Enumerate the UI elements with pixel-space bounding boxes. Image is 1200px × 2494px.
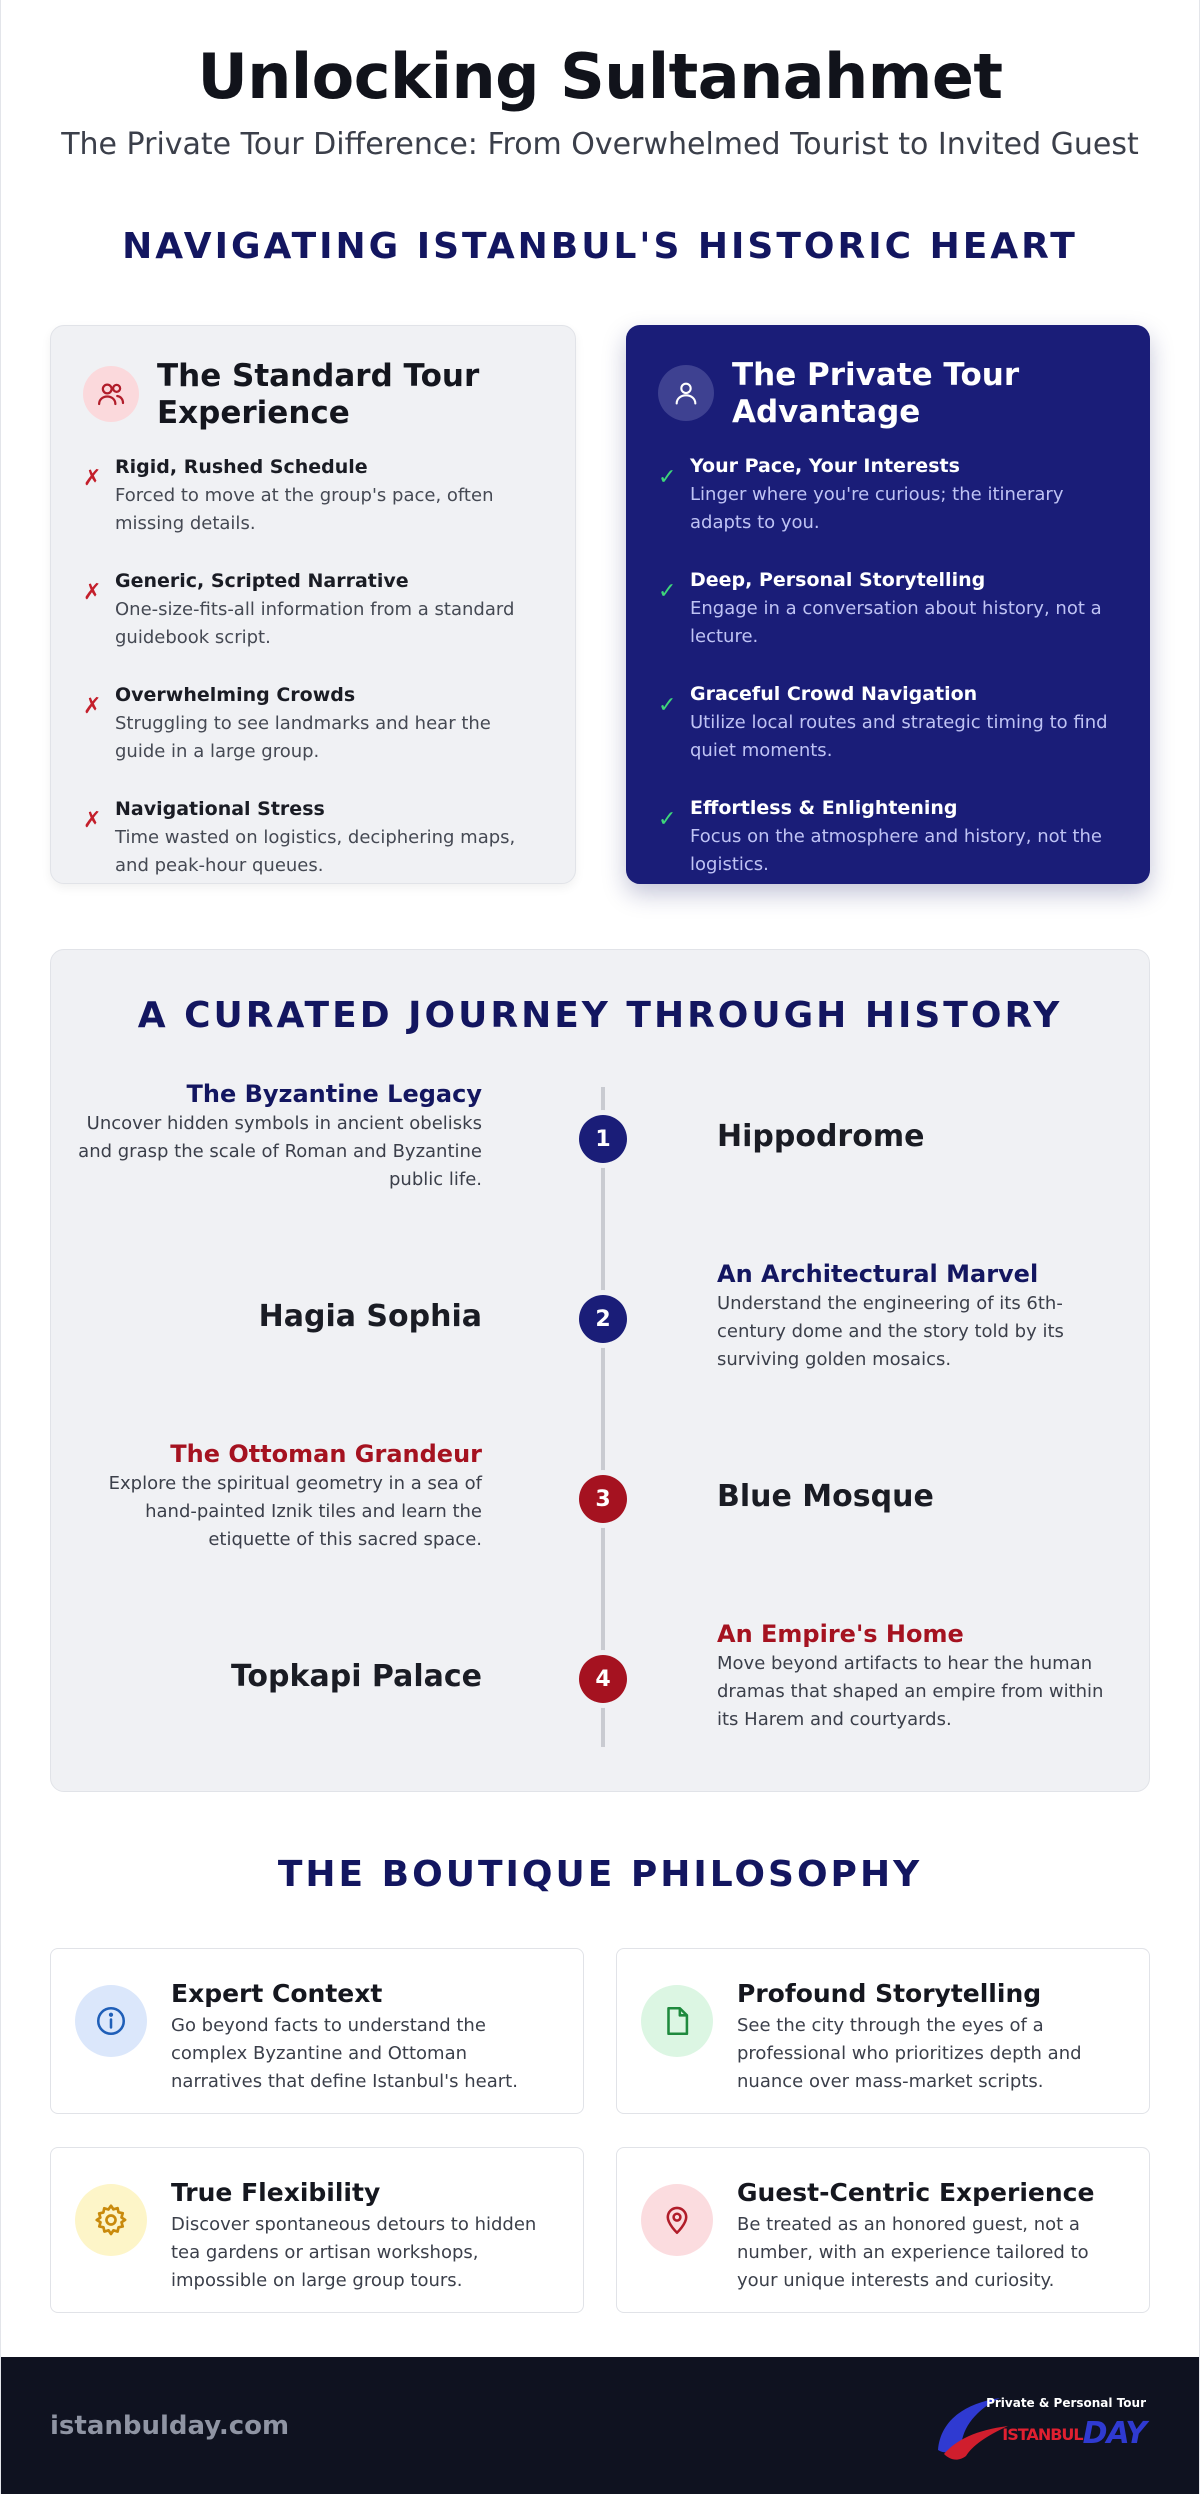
private-item-text [690, 455, 1118, 537]
brand-logo [930, 2386, 1150, 2466]
philosophy-card-title: True Flexibility [171, 2178, 381, 2207]
standard-item-title: Generic, Scripted Narrative [115, 570, 409, 593]
stop-number-badge: 1 [579, 1115, 627, 1163]
private-tour-card [626, 325, 1150, 884]
philosophy-grid [1, 1948, 1199, 2313]
standard-item-title: Navigational Stress [115, 797, 325, 820]
private-item-title: Effortless & Enlightening [690, 796, 958, 819]
private-item-desc: Utilize local routes and strategic timing to find quiet moments. [690, 711, 1108, 761]
standard-item-title: Overwhelming Crowds [115, 683, 356, 706]
philosophy-card-desc: Go beyond facts to understand the complex Byzantine and Ottoman narratives that define Istanbul's heart. [171, 2015, 518, 2092]
philosophy-card-text [737, 1979, 1125, 2092]
comparison-section [1, 325, 1199, 884]
cross-mark-icon: ✗ [83, 693, 102, 719]
standard-item-text [115, 456, 543, 538]
standard-list [83, 456, 543, 879]
logo-tagline: Private & Personal Tour [986, 2395, 1146, 2410]
private-item [658, 683, 1118, 765]
page-subtitle: The Private Tour Difference: From Overwhelmed Tourist to Invited Guest [61, 127, 1139, 162]
philosophy-card-text [171, 2178, 559, 2291]
philosophy-card [616, 1948, 1150, 2114]
stop-place: Topkapi Palace [230, 1659, 482, 1694]
gear-icon [75, 2184, 147, 2256]
timeline-stop [51, 1620, 1149, 1740]
stop-number-badge: 4 [579, 1655, 627, 1703]
philosophy-card [616, 2147, 1150, 2313]
standard-card-title: The Standard Tour Experience [157, 358, 480, 432]
private-item [658, 797, 1118, 879]
standard-item-desc: Struggling to see landmarks and hear the guide in a large group. [115, 712, 491, 762]
private-item-title: Your Pace, Your Interests [690, 455, 960, 478]
journey-section [50, 949, 1150, 1792]
document-icon [641, 1985, 713, 2057]
standard-item-title: Rigid, Rushed Schedule [115, 456, 368, 479]
standard-item-text [115, 570, 543, 652]
check-mark-icon: ✓ [658, 579, 677, 605]
check-mark-icon: ✓ [658, 465, 677, 491]
private-list [658, 455, 1118, 878]
stop-right [717, 1119, 1117, 1154]
stop-desc: Move beyond artifacts to hear the human dramas that shaped an empire from within its Harem and courtyards. [717, 1653, 1104, 1730]
standard-item [83, 798, 543, 880]
header [1, 0, 1199, 162]
philosophy-card-desc: Be treated as an honored guest, not a number, with an experience tailored to your unique interests and curiosity. [737, 2214, 1089, 2291]
private-item-desc: Engage in a conversation about history, not a lecture. [690, 598, 1102, 648]
private-card-header [658, 357, 1118, 431]
private-item-desc: Focus on the atmosphere and history, not the logistics. [690, 825, 1102, 875]
check-mark-icon: ✓ [658, 806, 677, 832]
standard-card-header [83, 358, 543, 432]
timeline-stop [51, 1080, 1149, 1200]
stop-desc: Explore the spiritual geometry in a sea of hand-painted Iznik tiles and learn the etiquette of this sacred space. [108, 1473, 482, 1550]
standard-item [83, 684, 543, 766]
timeline-stop [51, 1440, 1149, 1560]
standard-item-desc: One-size-fits-all information from a standard guidebook script. [115, 599, 515, 649]
users-icon [83, 366, 139, 422]
standard-tour-card [50, 325, 576, 884]
philosophy-card-text [171, 1979, 559, 2092]
private-item-text [690, 569, 1118, 651]
private-item-desc: Linger where you're curious; the itinerary adapts to you. [690, 484, 1064, 534]
philosophy-heading: THE BOUTIQUE PHILOSOPHY [277, 1854, 923, 1895]
timeline-stop [51, 1260, 1149, 1380]
private-item [658, 455, 1118, 537]
philosophy-card-title: Guest-Centric Experience [737, 2178, 1095, 2207]
stop-number-badge: 3 [579, 1475, 627, 1523]
location-pin-icon [641, 2184, 713, 2256]
philosophy-card-title: Expert Context [171, 1979, 383, 2008]
stop-number-badge: 2 [579, 1295, 627, 1343]
standard-item [83, 456, 543, 538]
stop-left [62, 1299, 482, 1334]
stop-right [717, 1620, 1117, 1734]
philosophy-card-text [737, 2178, 1125, 2291]
info-icon [75, 1985, 147, 2057]
stop-right [717, 1260, 1117, 1374]
standard-item [83, 570, 543, 652]
stop-left [62, 1440, 482, 1554]
philosophy-card-desc: See the city through the eyes of a professional who prioritizes depth and nuance over mass-market scripts. [737, 2015, 1082, 2092]
stop-desc: Understand the engineering of its 6th-century dome and the story told by its surviving golden mosaics. [717, 1293, 1064, 1370]
private-card-title: The Private Tour Advantage [732, 357, 1020, 431]
logo-wordmark: ISTANBULDAY [1002, 2415, 1146, 2451]
private-item-text [690, 797, 1118, 879]
check-mark-icon: ✓ [658, 692, 677, 718]
stop-right [717, 1479, 1117, 1514]
navigation-heading: NAVIGATING ISTANBUL'S HISTORIC HEART [122, 226, 1078, 267]
stop-desc: Uncover hidden symbols in ancient obelisks and grasp the scale of Roman and Byzantine public life. [78, 1113, 482, 1190]
journey-heading: A CURATED JOURNEY THROUGH HISTORY [137, 995, 1063, 1036]
private-item-text [690, 683, 1118, 765]
stop-era: The Ottoman Grandeur [170, 1440, 482, 1468]
private-item-title: Deep, Personal Storytelling [690, 569, 986, 592]
stop-place: Blue Mosque [717, 1479, 934, 1514]
page-title: Unlocking Sultanahmet [197, 40, 1003, 113]
philosophy-card-desc: Discover spontaneous detours to hidden tea gardens or artisan workshops, impossible on large group tours. [171, 2214, 537, 2291]
stop-place: Hippodrome [717, 1119, 925, 1154]
cross-mark-icon: ✗ [83, 807, 102, 833]
philosophy-card [50, 1948, 584, 2114]
stop-era: An Empire's Home [717, 1620, 964, 1648]
philosophy-card [50, 2147, 584, 2313]
stop-era: An Architectural Marvel [717, 1260, 1039, 1288]
private-item [658, 569, 1118, 651]
stop-left [62, 1659, 482, 1694]
stop-left [62, 1080, 482, 1194]
cross-mark-icon: ✗ [83, 466, 102, 492]
stop-place: Hagia Sophia [258, 1299, 482, 1334]
user-icon [658, 365, 714, 421]
philosophy-card-title: Profound Storytelling [737, 1979, 1042, 2008]
stop-era: The Byzantine Legacy [186, 1080, 482, 1108]
standard-item-text [115, 684, 543, 766]
standard-item-desc: Time wasted on logistics, deciphering maps, and peak-hour queues. [115, 826, 516, 876]
footer [1, 2357, 1199, 2494]
private-item-title: Graceful Crowd Navigation [690, 682, 978, 705]
cross-mark-icon: ✗ [83, 580, 102, 606]
standard-item-desc: Forced to move at the group's pace, often missing details. [115, 485, 494, 535]
site-link[interactable]: istanbulday.com [50, 2410, 290, 2441]
standard-item-text [115, 798, 543, 880]
